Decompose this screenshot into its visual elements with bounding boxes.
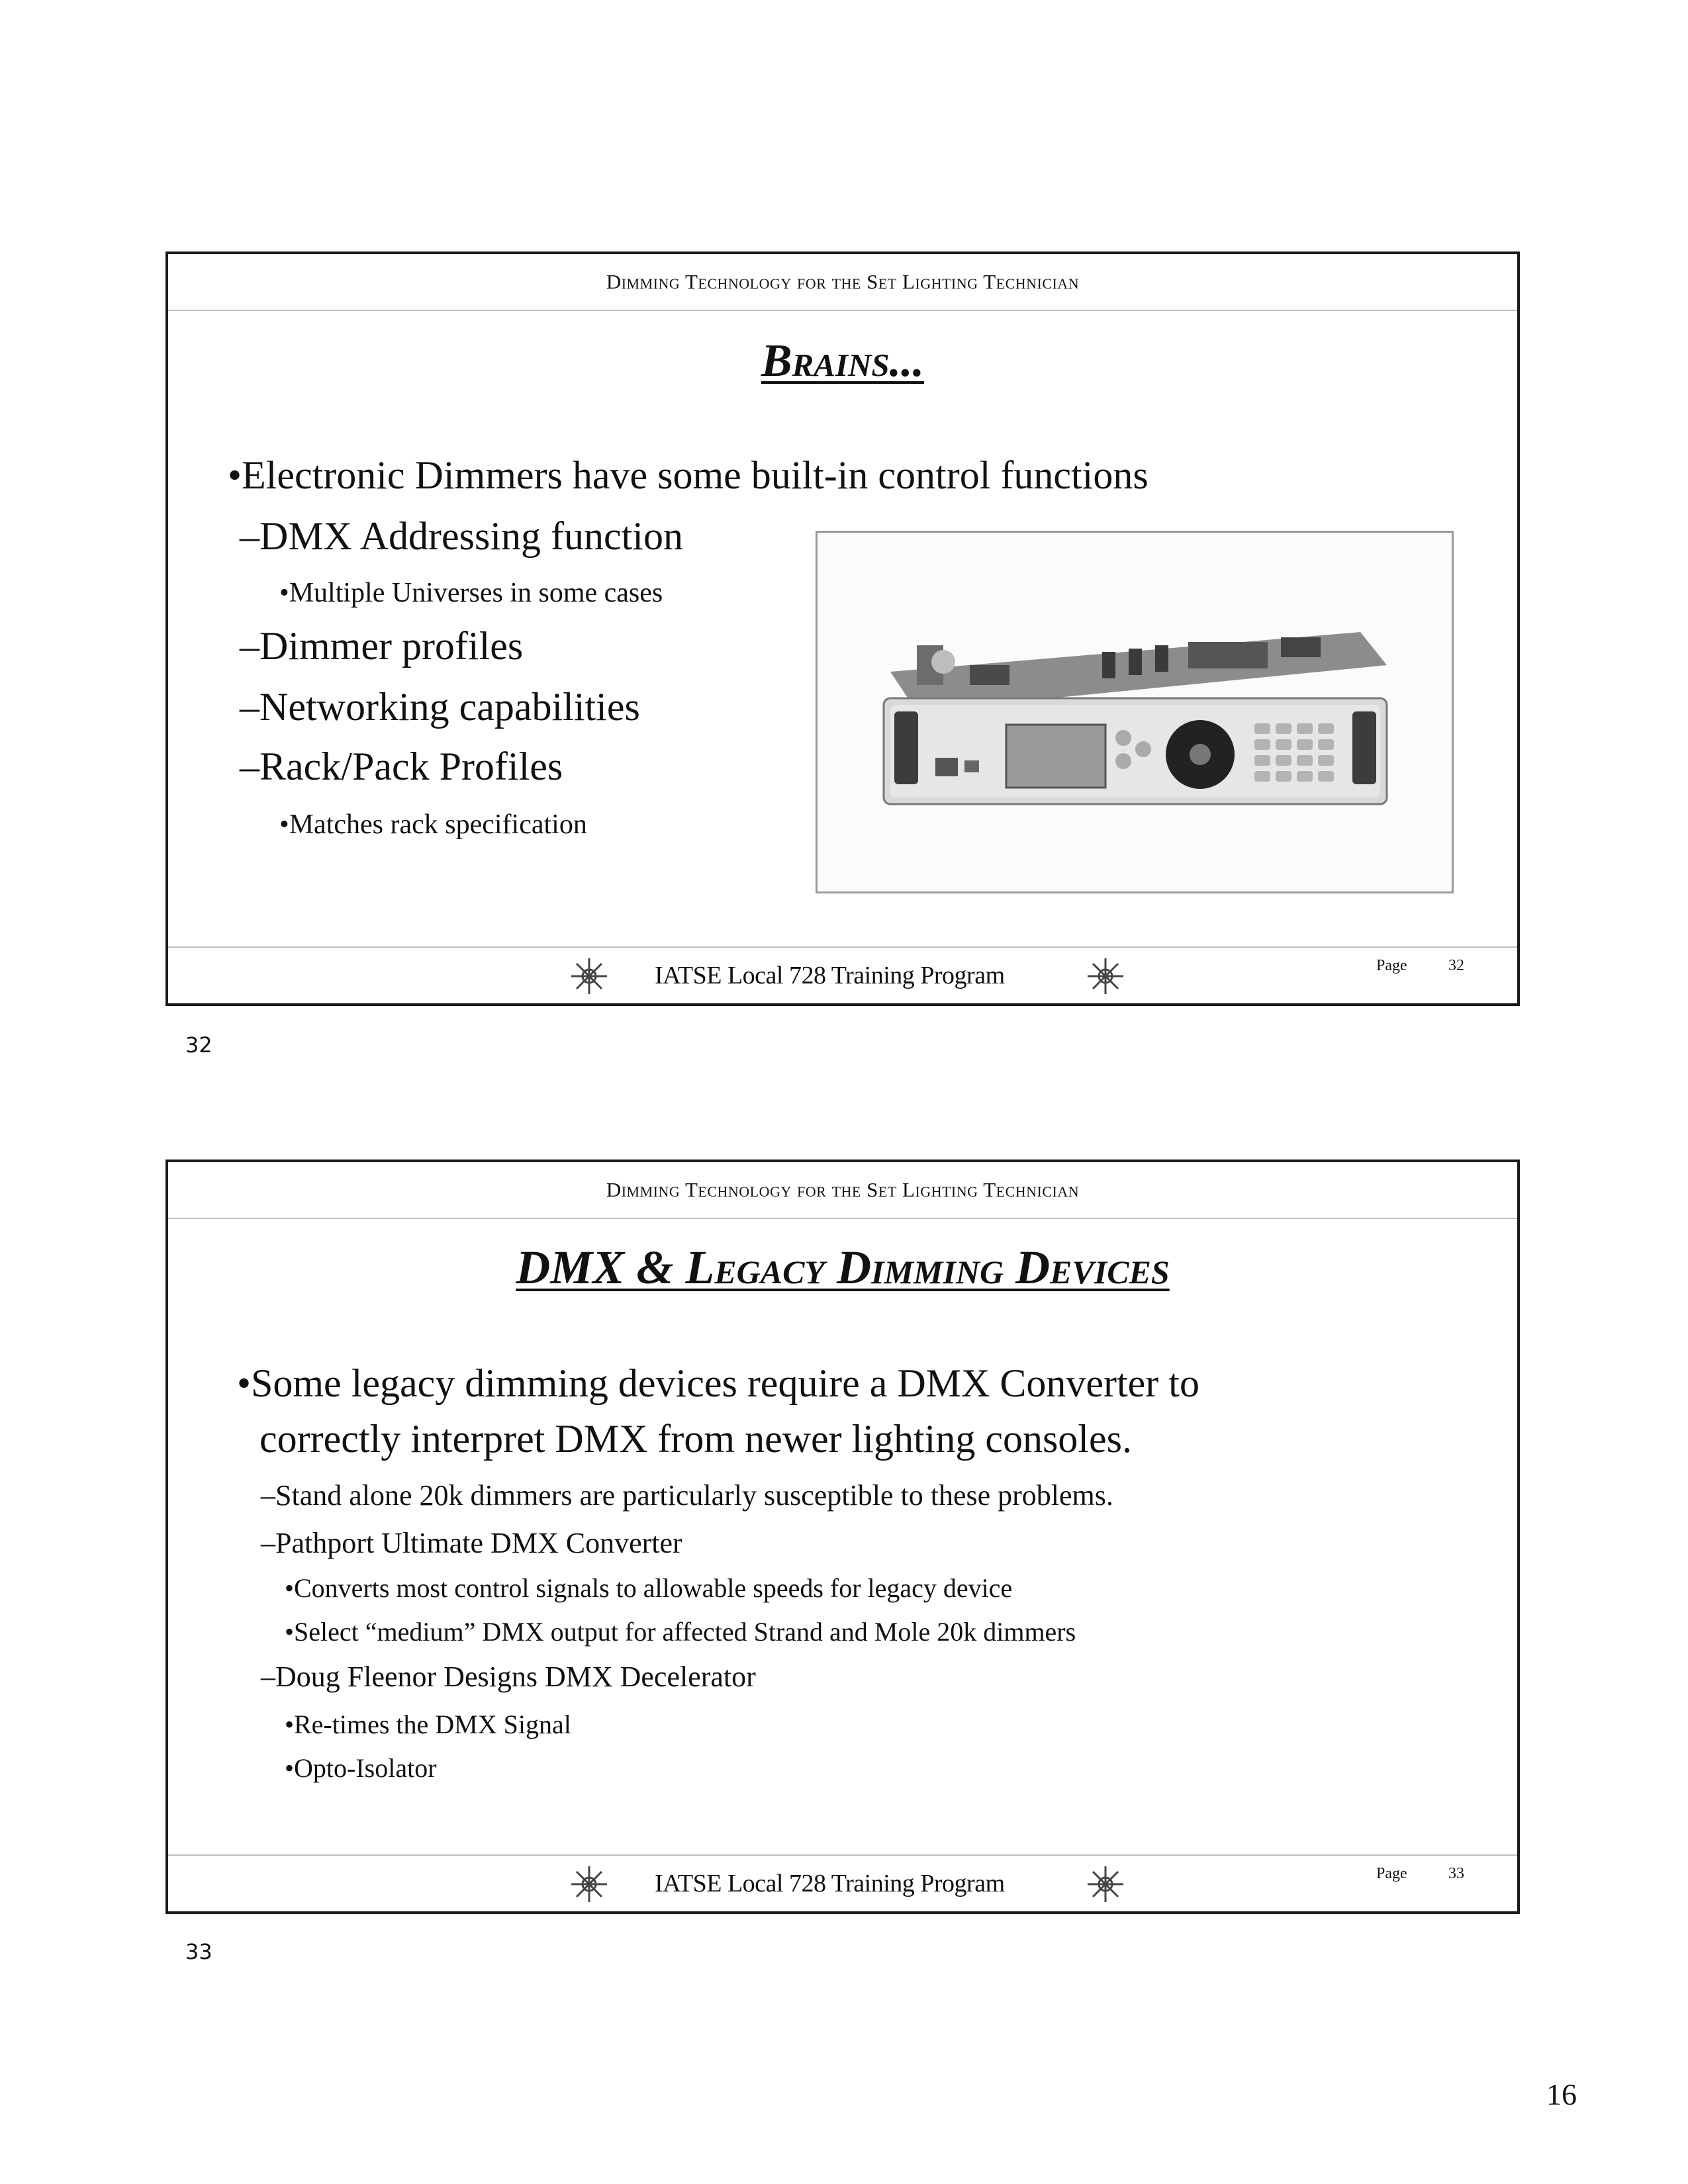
page-label: Page [1376,1865,1407,1882]
iatse-emblem-icon [569,956,610,997]
page-label: Page [1376,957,1407,974]
bullet-level-2: –Networking capabilities [240,685,640,729]
bullet-level-2: –Doug Fleenor Designs DMX Decelerator [261,1661,756,1693]
iatse-emblem-icon [569,1864,610,1905]
bullet-level-2: –Rack/Pack Profiles [240,745,563,788]
bullet-level-1-continued: correctly interpret DMX from newer lighting consoles. [259,1417,1132,1461]
footer-text: IATSE Local 728 Training Program [655,962,1005,989]
slide-32 [165,251,1520,1006]
footer-text: IATSE Local 728 Training Program [655,1870,1005,1897]
slide-index-number: 32 [185,1032,212,1058]
slide-page-number: 32 [1448,957,1464,974]
slide-footer [168,946,1517,1003]
slide-footer [168,1854,1517,1911]
bullet-level-2: –Pathport Ultimate DMX Converter [261,1527,682,1559]
bullet-level-3: •Re-times the DMX Signal [285,1709,571,1739]
dimmer-module-illustration [818,533,1452,891]
slide-title: Brains... [761,336,925,387]
iatse-emblem-icon [1085,956,1126,997]
bullet-level-3: •Opto-Isolator [285,1753,437,1783]
slide-page-number: 33 [1448,1865,1464,1882]
bullet-level-1: •Electronic Dimmers have some built-in control functions [228,453,1149,497]
bullet-level-2: –Stand alone 20k dimmers are particularly susceptible to these problems. [261,1479,1113,1512]
bullet-level-2: –DMX Addressing function [240,514,683,558]
dimmer-module-photo [816,531,1454,893]
slide-33 [165,1160,1520,1914]
iatse-emblem-icon [1085,1864,1126,1905]
slide-header: Dimming Technology for the Set Lighting Technician [168,254,1517,311]
bullet-level-3: •Multiple Universes in some cases [279,578,663,608]
slide-header: Dimming Technology for the Set Lighting Technician [168,1162,1517,1219]
bullet-level-2: –Dimmer profiles [240,624,524,668]
bullet-level-3: •Converts most control signals to allowable speeds for legacy device [285,1573,1013,1603]
slide-index-number: 33 [185,1939,212,1964]
document-page-number: 16 [1546,2077,1577,2111]
bullet-level-3: •Matches rack specification [279,809,587,840]
bullet-level-1: •Some legacy dimming devices require a DMX Converter to [237,1361,1199,1405]
bullet-level-3: •Select “medium” DMX output for affected Strand and Mole 20k dimmers [285,1617,1076,1647]
slide-title: DMX & Legacy Dimming Devices [516,1241,1170,1294]
